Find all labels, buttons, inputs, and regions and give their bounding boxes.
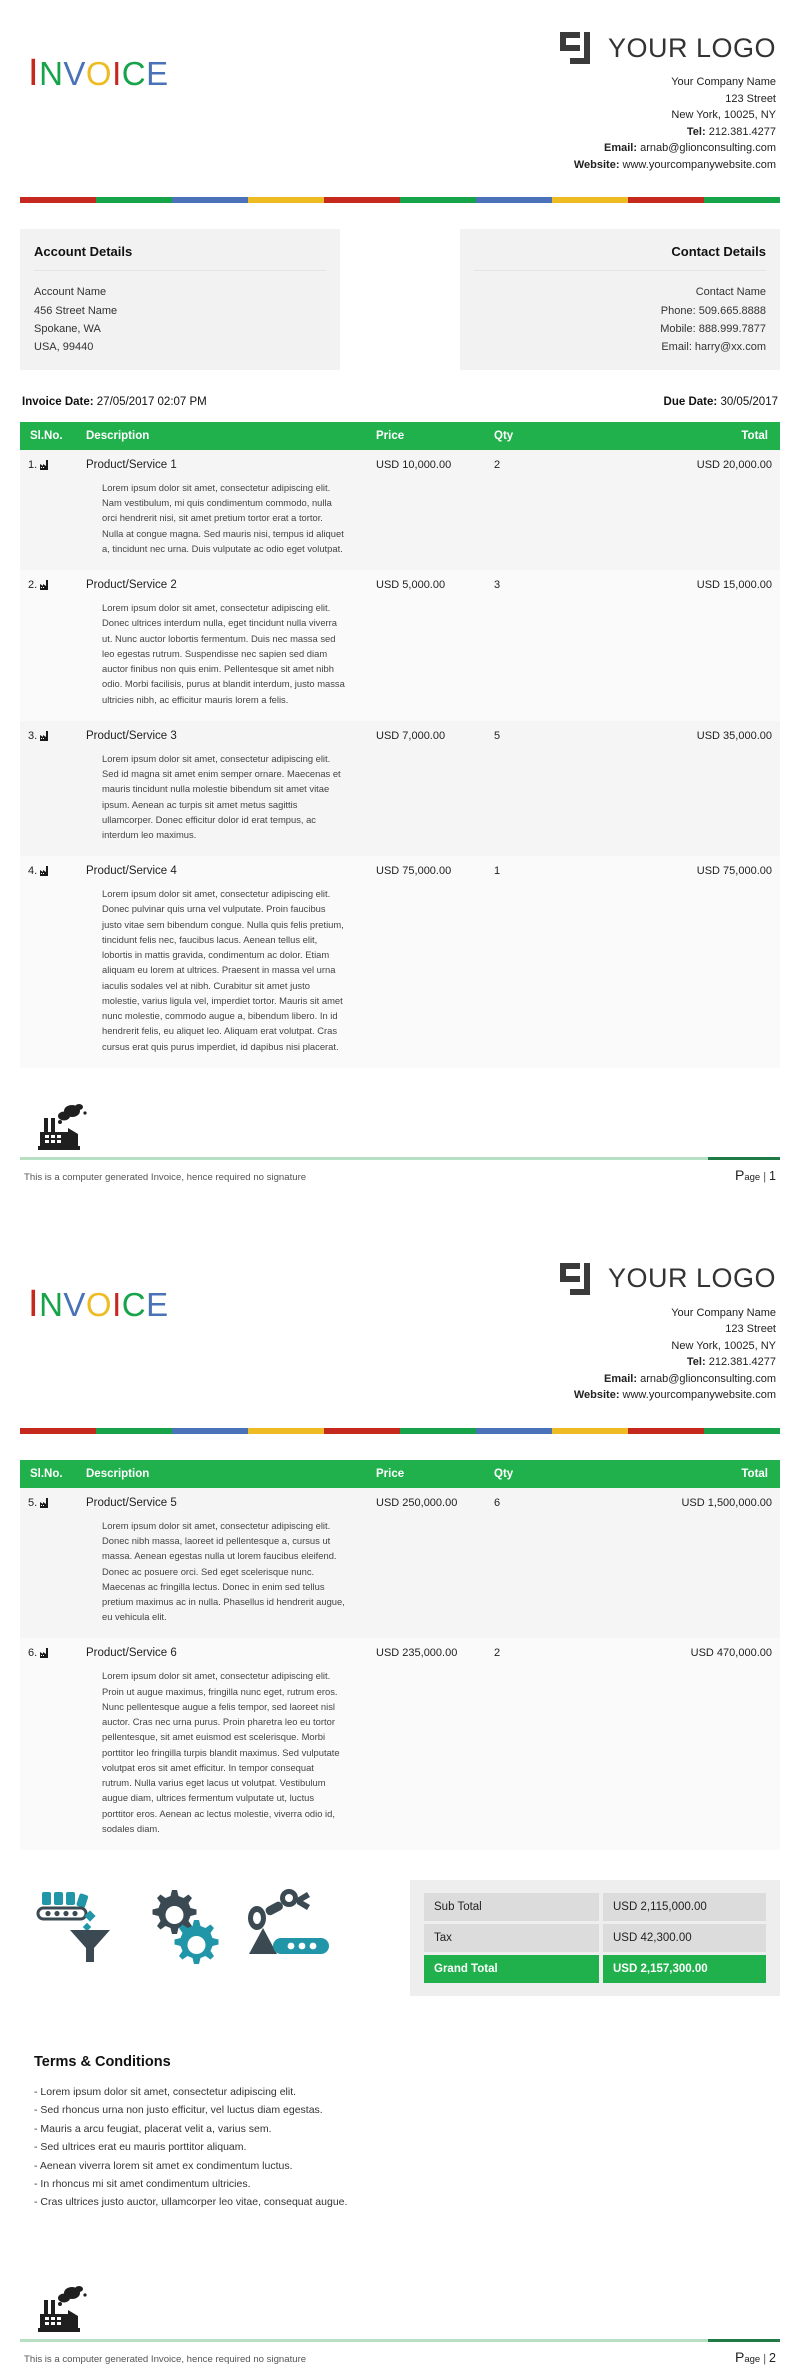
row-product-title: Product/Service 3: [86, 729, 177, 742]
grand-total-value: USD 2,157,300.00: [603, 1955, 766, 1983]
page-separator: |: [763, 2352, 767, 2365]
contact-details-box: [460, 229, 780, 370]
row-price: USD 250,000.00: [368, 1488, 486, 1639]
invoice-letter-i1: I: [28, 52, 40, 94]
factory-icon: [40, 580, 52, 593]
page-number-page2: [735, 2349, 776, 2365]
list-item: - Sed ultrices erat eu mauris porttitor aliquam.: [34, 2141, 247, 2154]
page-separator: |: [763, 1170, 767, 1183]
row-sl-number: 2.: [28, 579, 38, 592]
invoice-letter-i2: I: [112, 1285, 122, 1323]
row-description-cell: [78, 1638, 368, 1850]
list-item: - Cras ultrices justo auctor, ullamcorper leo vitae, consequat augue.: [34, 2196, 348, 2209]
header-qty: Qty: [486, 422, 576, 450]
row-sl-number: 3.: [28, 729, 38, 742]
row-total: USD 15,000.00: [576, 570, 780, 721]
logo-text: YOUR LOGO: [607, 32, 776, 63]
footer-rule-dark: [708, 1157, 780, 1160]
page-word-small: age: [744, 1171, 761, 1183]
list-item: - Aenean viverra lorem sit amet ex condimentum luctus.: [34, 2159, 293, 2172]
row-sl-cell: [20, 450, 78, 570]
row-qty: 1: [486, 856, 576, 1068]
contact-mobile: Mobile: 888.999.7877: [660, 322, 766, 335]
row-total: USD 470,000.00: [576, 1638, 780, 1850]
invoice-letter-v: V: [63, 55, 86, 92]
header-qty: Qty: [486, 1460, 576, 1488]
invoice-letter-i1: I: [28, 1282, 40, 1325]
account-name: Account Name: [34, 286, 107, 299]
company-website-value: www.yourcompanywebsite.com: [622, 1389, 776, 1402]
invoice-letter-c: C: [121, 1285, 147, 1323]
row-product-desc: Lorem ipsum dolor sit amet, consectetur adipiscing elit. Nam vestibulum, mi quis condimentum commodo, nulla orci hendrerit nisi, sit amet pretium tortor erat a tortor. Nulla at congue magna. Sed mauris nisi, tempus id aliquet a, tincidunt nec urna. Duis vulputate ac odio eget volutpat.: [102, 482, 344, 554]
company-block-2: [558, 1259, 780, 1404]
tax-row: [424, 1924, 766, 1952]
row-qty: 2: [486, 1638, 576, 1850]
row-price: USD 10,000.00: [368, 450, 486, 570]
row-description-cell: [78, 856, 368, 1068]
items-table-page2: [20, 1460, 780, 1850]
row-product-desc: Lorem ipsum dolor sit amet, consectetur adipiscing elit. Donec nibh massa, laoreet id pellentesque a, cursus ut massa. Aenean egestas nulla ut lorem faucibus eleifend. Donec ac posuere orci. Sed eget scelerisque nunc. Maecenas ac fringilla lectus. Donec in enim sed tellus pretium maximus ac in nulla. Phasellus id hendrerit augue, eu vehicula elit.: [102, 1519, 345, 1623]
list-item: - Lorem ipsum dolor sit amet, consectetur adipiscing elit.: [34, 2086, 297, 2099]
table-row: [20, 1638, 780, 1850]
company-email-line: [558, 1371, 776, 1388]
terms-title: Terms & Conditions: [34, 2054, 171, 2071]
footer-bottom-page2: [20, 2342, 780, 2365]
company-name: Your Company Name: [671, 76, 776, 88]
invoice-letter-o: O: [85, 1285, 113, 1323]
conveyor-funnel-icon: [36, 1886, 126, 1966]
company-email-line: [558, 140, 776, 157]
table-row: [20, 570, 780, 721]
summary-section: [20, 1880, 780, 1996]
logo-row-2: [558, 1259, 776, 1299]
robot-arm-conveyor-icon: [243, 1886, 333, 1966]
row-sl-number: 6.: [28, 1647, 38, 1660]
company-tel-line: [558, 124, 776, 141]
items-table-body-page1: [20, 450, 780, 1068]
row-description-cell: [78, 721, 368, 856]
page2-footer: [20, 2284, 780, 2373]
table-row: [20, 856, 780, 1068]
terms-list: [34, 2083, 780, 2212]
page-number-value: 1: [769, 1168, 776, 1183]
contact-details-title: Contact Details: [474, 241, 766, 271]
footer-bottom-page1: [20, 1160, 780, 1183]
company-tel-value: 212.381.4277: [708, 125, 776, 138]
factory-icon: [40, 866, 52, 879]
company-email-label: Email:: [604, 1372, 638, 1385]
company-street: 123 Street: [725, 92, 776, 105]
header-description: Description: [78, 422, 368, 450]
list-item: - Mauris a arcu feugiat, placerat velit a, varius sem.: [34, 2122, 272, 2135]
row-total: USD 75,000.00: [576, 856, 780, 1068]
sub-total-row: [424, 1893, 766, 1921]
due-date: [664, 396, 778, 408]
sub-total-value: USD 2,115,000.00: [603, 1893, 766, 1921]
row-sl-number: 1.: [28, 459, 38, 471]
header-price: Price: [368, 422, 486, 450]
row-qty: 6: [486, 1488, 576, 1639]
grand-total-label: Grand Total: [424, 1955, 599, 1983]
row-price: USD 7,000.00: [368, 721, 486, 856]
list-item: - In rhoncus mi sit amet condimentum ultricies.: [34, 2177, 251, 2190]
table-row: [20, 450, 780, 570]
row-product-title: Product/Service 4: [86, 865, 177, 878]
invoice-letter-v: V: [63, 1285, 86, 1323]
company-street: 123 Street: [725, 1323, 776, 1336]
company-email-value: arnab@glionconsulting.com: [640, 1372, 776, 1385]
invoice-letter-o: O: [85, 55, 113, 92]
company-city: New York, 10025, NY: [671, 1339, 776, 1352]
items-table-head-page2: [20, 1460, 780, 1488]
account-street: 456 Street Name: [34, 304, 118, 317]
row-sl-cell: [20, 721, 78, 856]
page-word-big: P: [734, 2348, 745, 2365]
factory-icon: [40, 1648, 52, 1661]
company-website-line: [558, 1387, 776, 1404]
row-product-title: Product/Service 6: [86, 1647, 177, 1660]
invoice-wordmark: [20, 28, 169, 92]
footer-rule-light: [20, 2339, 708, 2342]
footer-rule-page1: [20, 1157, 780, 1160]
table-row: [20, 1488, 780, 1639]
row-product-title: Product/Service 2: [86, 579, 177, 592]
color-bar-page2: [20, 1428, 780, 1434]
company-website-label: Website:: [573, 1389, 620, 1402]
company-website-value: www.yourcompanywebsite.com: [622, 158, 776, 171]
invoice-letter-e: E: [146, 1285, 169, 1323]
row-sl-number: 5.: [28, 1496, 38, 1509]
footer-factory-icon: [20, 1102, 780, 1155]
row-price: USD 5,000.00: [368, 570, 486, 721]
row-product-desc: Lorem ipsum dolor sit amet, consectetur adipiscing elit. Proin ut augue maximus, fringilla nunc eget, rutrum eros. Nunc pellentesque augue a felis tempor, sed laoreet nisl auctor. Cras nec urna purus. Proin pharetra leo eu tortor pellentesque, sit amet euismod est scelerisque. Morbi porttitor leo fringilla turpis blandit maximus. Sed vulputate volutpat eros sit amet efficitur. In tempor consequat rutrum. Nulla varius eget lacus ut volutpat. Vestibulum augue diam, ultrices fermentum vulputate ut, luctus porttitor eros. Aenean ac lectus molestie, viverra odio id, sodales diam.: [102, 1670, 340, 1834]
footer-rule-dark: [708, 2339, 780, 2342]
company-address: [558, 74, 776, 173]
row-sl-cell: [20, 570, 78, 721]
company-address-2: [558, 1305, 776, 1404]
company-city: New York, 10025, NY: [671, 109, 776, 121]
company-email-value: arnab@glionconsulting.com: [640, 142, 776, 154]
date-row: [22, 396, 778, 408]
footer-rule-page2: [20, 2339, 780, 2342]
footer-factory-icon: [20, 2284, 780, 2337]
items-header-row-page1: [20, 422, 780, 450]
invoice-letter-c: C: [121, 55, 147, 92]
invoice-wordmark-2: [20, 1259, 169, 1323]
row-qty: 5: [486, 721, 576, 856]
due-date-label: Due Date:: [663, 396, 718, 408]
row-product-title: Product/Service 5: [86, 1496, 177, 1509]
row-sl-number: 4.: [28, 865, 38, 878]
row-total: USD 35,000.00: [576, 721, 780, 856]
row-sl-cell: [20, 1488, 78, 1639]
footer-note: This is a computer generated Invoice, hence required no signature: [24, 2353, 307, 2365]
machinery-icon-group: [20, 1880, 333, 1966]
logo-text: YOUR LOGO: [607, 1263, 776, 1294]
contact-email: Email: harry@xx.com: [661, 340, 766, 353]
company-tel-label: Tel:: [686, 1356, 706, 1369]
footer-rule-light: [20, 1157, 708, 1160]
totals-table: [420, 1890, 770, 1986]
company-logo-icon: [558, 1259, 598, 1299]
account-city: Spokane, WA: [34, 322, 101, 335]
header-sl-no: Sl.No.: [20, 422, 78, 450]
company-tel-line: [558, 1354, 776, 1371]
gears-icon: [142, 1886, 227, 1966]
row-product-desc: Lorem ipsum dolor sit amet, consectetur adipiscing elit. Donec ultrices interdum nulla, eget tincidunt nulla viverra ut. Nunc auctor lobortis fermentum. Duis nec massa sed leo egestas rutrum. Suspendisse nec sapien sed diam auctor finibus non quis enim. Pellentesque sit amet nibh odio. Morbi facilisis, purus at blandit interdum, justo massa ultricies nibh, ac efficitur mauris lorem a felis.: [102, 602, 345, 705]
row-price: USD 235,000.00: [368, 1638, 486, 1850]
footer-note: This is a computer generated Invoice, hence required no signature: [24, 1171, 307, 1183]
invoice-letter-n: N: [39, 1285, 64, 1323]
page2-header: [20, 1231, 780, 1414]
sub-total-label: Sub Total: [424, 1893, 599, 1921]
items-table-head-page1: [20, 422, 780, 450]
page-gap: [0, 1191, 800, 1231]
tax-value: USD 42,300.00: [603, 1924, 766, 1952]
invoice-date-value: 27/05/2017 02:07 PM: [96, 396, 207, 408]
factory-icon: [40, 460, 52, 473]
terms-and-conditions: [20, 2054, 780, 2212]
due-date-value: 30/05/2017: [720, 396, 778, 408]
company-tel-value: 212.381.4277: [708, 1356, 776, 1369]
company-logo-icon: [558, 28, 598, 68]
items-table-body-page2: [20, 1488, 780, 1850]
row-price: USD 75,000.00: [368, 856, 486, 1068]
items-header-row-page2: [20, 1460, 780, 1488]
invoice-date: [22, 396, 207, 408]
header-price: Price: [368, 1460, 486, 1488]
page-number-value: 2: [769, 2350, 776, 2365]
company-tel-label: Tel:: [686, 125, 706, 138]
invoice-date-label: Invoice Date:: [22, 396, 94, 408]
page-word-big: P: [734, 1166, 745, 1183]
invoice-letter-n: N: [39, 55, 64, 92]
row-qty: 3: [486, 570, 576, 721]
totals-box: [410, 1880, 780, 1996]
row-product-desc: Lorem ipsum dolor sit amet, consectetur adipiscing elit. Sed id magna sit amet enim semper ornare. Maecenas et mauris tincidunt nulla molestie bibendum sit amet vitae ipsum. Aenean ac turpis sit amet metus sagittis ullamcorper. Donec efficitur dolor id erat tempus, ac interdum leo maximus.: [102, 752, 341, 840]
account-details-title: Account Details: [34, 241, 326, 271]
header-description: Description: [78, 1460, 368, 1488]
account-details-box: [20, 229, 340, 370]
factory-icon: [40, 1498, 52, 1511]
company-block: [558, 28, 780, 173]
factory-icon: [40, 731, 52, 744]
page-word-small: age: [744, 2353, 761, 2365]
table-row: [20, 721, 780, 856]
row-product-desc: Lorem ipsum dolor sit amet, consectetur adipiscing elit. Donec pulvinar quis urna vel vulputate. Proin faucibus justo vitae sem bibendum congue. Nulla quis felis pretium, tincidunt felis nec, faucibus lacus. Aenean tellus elit, lobortis in mattis gravida, condimentum ac dolor. Etiam aliquam eu lorem at ultrices. Praesent in massa vel urna iaculis sodales vel at nibh. Curabitur sit amet justo molestie, varius ligula vel, imperdiet tortor. Mauris sit amet nunc molestie, commodo augue a, bibendum libero. In id hendrerit felis, eu aliquet leo. Aliquam erat volutpat. Cras cursus erat quis purus imperdiet, id dapibus nisi placerat.: [102, 888, 344, 1052]
logo-row: [558, 28, 776, 68]
header-total: Total: [576, 1460, 780, 1488]
page1-footer: [20, 1102, 780, 1191]
row-description-cell: [78, 1488, 368, 1639]
header-sl-no: Sl.No.: [20, 1460, 78, 1488]
invoice-letter-e: E: [146, 55, 169, 92]
contact-name: Contact Name: [695, 286, 766, 299]
list-item: - Sed rhoncus urna non justo efficitur, vel luctus diam egestas.: [34, 2104, 323, 2117]
details-section: [20, 229, 780, 370]
page-number-page1: [735, 1167, 776, 1183]
company-email-label: Email:: [604, 142, 638, 154]
row-sl-cell: [20, 856, 78, 1068]
row-total: USD 1,500,000.00: [576, 1488, 780, 1639]
company-website-line: [558, 157, 776, 174]
row-description-cell: [78, 450, 368, 570]
page1-header: [20, 0, 780, 183]
account-country: USA, 99440: [34, 340, 94, 353]
tax-label: Tax: [424, 1924, 599, 1952]
row-description-cell: [78, 570, 368, 721]
items-table-page1: [20, 422, 780, 1068]
grand-total-row: [424, 1955, 766, 1983]
company-name: Your Company Name: [671, 1306, 776, 1319]
row-qty: 2: [486, 450, 576, 570]
color-bar-page1: [20, 197, 780, 203]
contact-phone: Phone: 509.665.8888: [660, 304, 766, 317]
header-total: Total: [576, 422, 780, 450]
row-product-title: Product/Service 1: [86, 459, 177, 471]
invoice-page-2: [0, 1231, 800, 2373]
row-total: USD 20,000.00: [576, 450, 780, 570]
invoice-letter-i2: I: [112, 55, 122, 92]
company-website-label: Website:: [573, 158, 620, 171]
row-sl-cell: [20, 1638, 78, 1850]
